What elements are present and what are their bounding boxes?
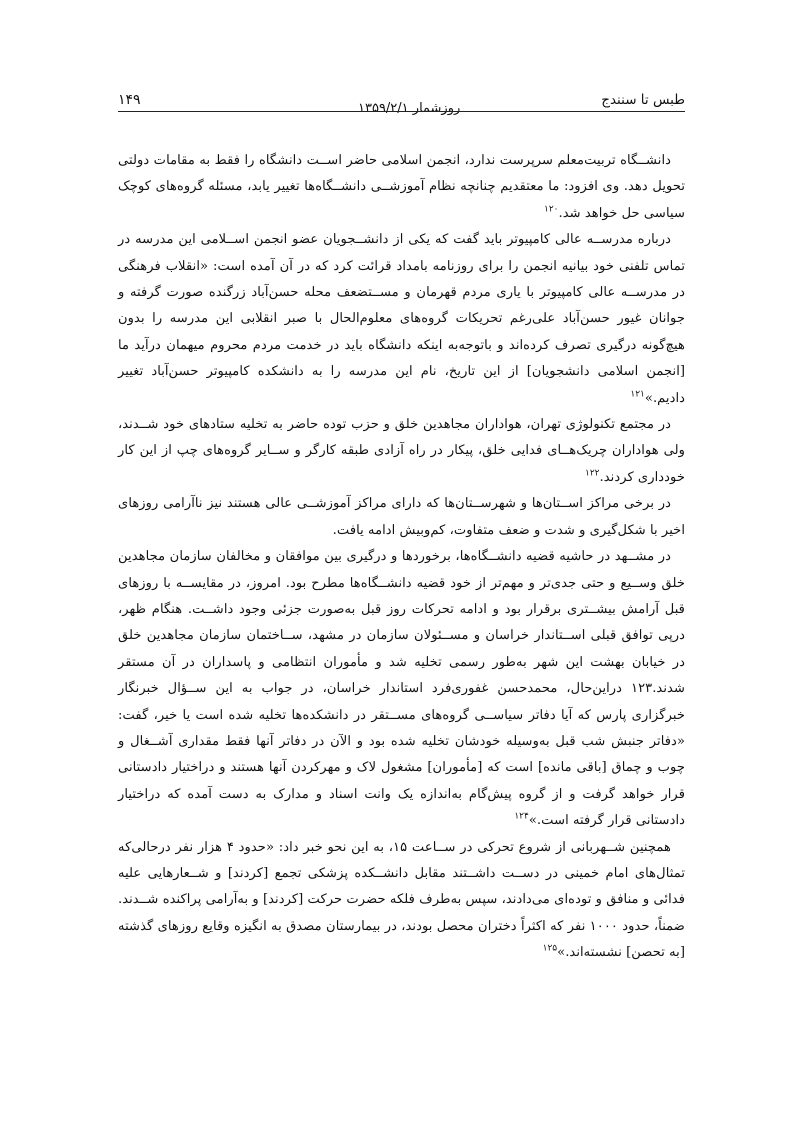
footnote-marker[interactable]: ۱۲۴ [514,811,529,822]
paragraph: دانشــگاه تربیت‌معلم سرپرست ندارد، انجمن اسلامی حاضر اســت دانشگاه را فقط به مقامات دولتی تحویل دهد. وی افزود: ما معتقدیم چنانچه نظام آموزشــی دانشــگاه‌ها تغییر یابد، مسئله گروه‌های کوچک سیاسی حل خواهد شد.$^{۱۲۰}$ [118,153,685,221]
running-date: روزشمار ۱۳۵۹/۲/۱ [358,101,461,116]
paragraph: درباره مدرســه عالی کامپیوتر باید گفت که یکی از دانشــجویان عضو انجمن اســلامی این مدرسه در تماس تلفنی خود بیانیه انجمن را برای روزنامه بامداد قرائت کرد که در آن آمده است: «انقلاب فرهنگی در مدرســه عالی کامپیوتر با یاری مردم قهرمان و مســتضعف محله حسن‌آباد زرگنده صورت گرفته و جوانان غیور حسن‌آباد علی‌رغم تحریکات گروه‌های معلوم‌الحال با صبر انقلابی این مدرسه را بدون هیچ‌گونه درگیری تصرف کرده‌اند و باتوجه‌به اینکه دانشگاه باید در خدمت مردم محروم میهمان درآید ما [انجمن اسلامی دانشجویان] از این تاریخ، نام این مدرسه را به دانشکده کامپیوتر حسن‌آباد تغییر دادیم.»$^{۱۲۱}$ [118,232,685,406]
footnote-marker[interactable]: ۱۲۲ [585,468,600,479]
paragraph: در مجتمع تکنولوژی تهران، هواداران مجاهدین خلق و حزب توده حاضر به تخلیه ستادهای خود شــدند، ولی هواداران چریک‌هــای فدایی خلق، پیکار در راه آزادی طبقه کارگر و ســایر گروه‌های چپ از این کار خودداری کردند.$^{۱۲۲}$ [118,417,685,485]
running-header [118,88,685,116]
footnote-marker[interactable]: ۱۲۱ [630,389,645,400]
paragraph: همچنین شــهربانی از شروع تحرکی در ســاعت ۱۵، به این نحو خبر داد: «حدود ۴ هزار نفر درحالی‌که تمثال‌های امام خمینی در دســت داشــتند مقابل دانشــکده پزشکی تجمع [کردند] و شــعارهایی علیه فدائی و منافق و توده‌ای می‌دادند، سپس به‌طرف فلکه حضرت حرکت [کردند] و به‌آرامی پراکنده شــدند. ضمناً، حدود ۱۰۰۰ نفر که اکثراً دختران محصل بودند، در بیمارستان مصدق به انگیزه وقایع روزهای گذشته [به تحصن] نشسته‌اند.»$^{۱۲۵}$ [118,839,685,961]
header-rule [118,111,685,112]
paragraph: در برخی مراکز اســتان‌ها و شهرســتان‌ها که دارای مراکز آموزشــی عالی هستند نیز ناآرامی روزهای اخیر با شکل‌گیری و شدت و ضعف متفاوت، کم‌وبیش ادامه یافت. [118,496,685,538]
body-text [118,148,685,967]
footnote-marker[interactable]: ۱۲۰ [544,204,559,215]
running-title: طبس تا سنندج [601,92,685,108]
page-number: ۱۴۹ [118,92,141,108]
footnote-marker[interactable]: ۱۲۵ [542,943,558,954]
paragraph: در مشــهد در حاشیه قضیه دانشــگاه‌ها، برخوردها و درگیری بین موافقان و مخالفان سازمان مجاهدین خلق وســیع و حتی جدی‌تر و مهم‌تر از خود قضیه دانشــگاه‌ها مطرح بود. امروز، در مقایســه با روزهای قبل آرامش بیشــتری برقرار بود و ادامه تحرکات روز قبل به‌صورت جزئی وجود داشــت. هنگام ظهر، درپی توافق قبلی اســتاندار خراسان و مســئولان سازمان در مشهد، ســاختمان سازمان مجاهدین خلق در خیابان بهشت این شهر به‌طور رسمی تخلیه شد و مأموران انتظامی و پاسداران در آن مستقر شدند.۱۲۳ دراین‌حال، محمدحسن غفوری‌فرد استاندار خراسان، در جواب به این ســؤال خبرنگار خبرگزاری پارس که آیا دفاتر سیاســی گروه‌های مســتقر در دانشکده‌ها تخلیه شده است یا خیر، گفت: «دفاتر جنبش شب قبل به‌وسیله خودشان تخلیه شده بود و الآن در دفاتر آنها فقط مقداری آشــغال و چوب و چماق [باقی مانده] است که [مأموران] مشغول لاک و مهرکردن آنها هستند و دراختیار دادستانی قرار خواهد گرفت و از گروه پیش‌گام به‌اندازه یک وانت اسناد و مدارک به دست آمده که دراختیار دادستانی قرار گرفته است.»$^{۱۲۴}$ [118,549,685,829]
